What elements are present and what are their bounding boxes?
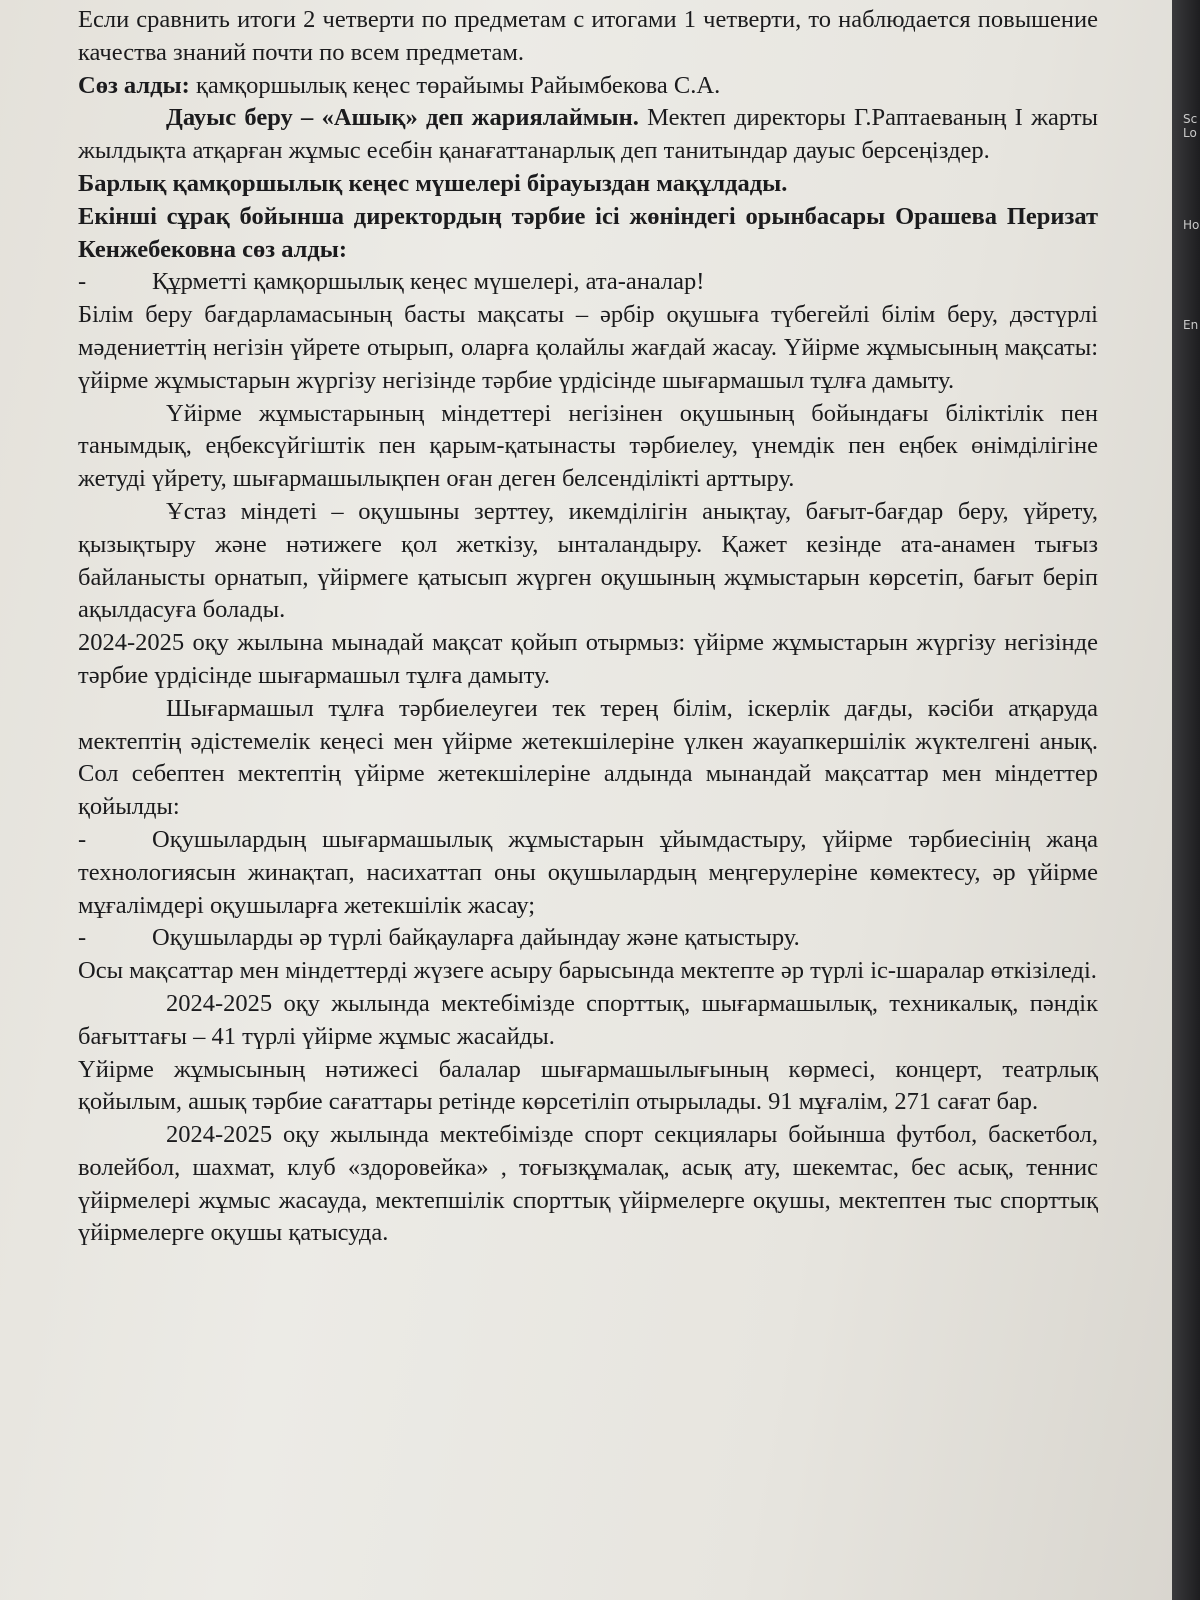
paragraph-text: Үйірме жұмысының нәтижесі балалар шығармашылығының көрмесі, концерт, театрлық қойылым, ашық тәрбие сағаттары ретінде көрсетіліп отырылады. 91 мұғалім, 271 сағат бар. [78, 1055, 1098, 1116]
bold-statement: Екінші сұрақ бойынша директордың тәрбие ісі жөніндегі орынбасары Орашева Перизат Кенжебековна сөз алды: [78, 202, 1098, 263]
paragraph-club-tasks [78, 398, 1098, 496]
paragraph-creative-person [78, 693, 1098, 824]
paragraph-approval [78, 168, 1098, 201]
paragraph-text: қамқоршылық кеңес төрайымы Райымбекова С.А. [189, 71, 721, 99]
paragraph-text: Оқушылардың шығармашылық жұмыстарын ұйымдастыру, үйірме тәрбиесінің жаңа технологиясын жинақтап, насихаттап оны оқушылардың меңгерулеріне көмектесу, әр үйірме мұғалімдері оқушыларға жетекшілік жасау; [78, 825, 1098, 919]
paragraph-text: Ұстаз міндеті – оқушыны зерттеу, икемділігін анықтау, бағыт-бағдар беру, үйрету, қызықтыру және нәтижеге қол жеткізу, ынталандыру. Қажет кезінде ата-анамен тығыз байланысты орнатып, үйірмеге қатысып жүрген оқушының жұмыстарын көрсетіп, бағыт беріп ақылдасуға болады. [78, 497, 1098, 624]
paragraph-text: Білім беру бағдарламасының басты мақсаты – әрбір оқушыға түбегейлі білім беру, дәстүрлі мәдениеттің негізін үйрете отырып, оларға қолайлы жағдай жасау. Үйірме жұмысының мақсаты: үйірме жұмыстарын жүргізу негізінде тәрбие үрдісінде шығармашыл тұлға дамыту. [78, 301, 1098, 394]
dash-marker: - [78, 924, 87, 952]
list-item-contests [78, 922, 1098, 955]
list-item-organize [78, 824, 1098, 922]
paragraph-text: 2024-2025 оқу жылына мынадай мақсат қойып отырмыз: үйірме жұмыстарын жүргізу негізінде тәрбие үрдісінде шығармашыл тұлға дамыту. [78, 629, 1098, 689]
paragraph-speaker [78, 70, 1098, 103]
paragraph-text: Шығармашыл тұлға тәрбиелеугеи тек терең білім, іскерлік дағды, кәсіби атқаруда мектептің әдістемелік кеңесі мен үйірме жетекшілеріне үлкен жауапкершілік жүктелгені анық. Сол себептен мектептің үйірме жетекшілеріне алдында мынандай мақсаттар мен міндеттер қойылды: [78, 694, 1098, 821]
paragraph-comparison [78, 4, 1098, 70]
dash-marker: - [78, 825, 87, 853]
screen-fragment: En [1183, 318, 1199, 332]
dash-marker: - [78, 268, 87, 296]
paragraph-text: 2024-2025 оқу жылында мектебімізде спорттық, шығармашылық, техникалық, пәндік бағыттағы – 41 түрлі үйірме жұмыс жасайды. [78, 989, 1098, 1050]
paragraph-text: Үйірме жұмыстарының міндеттері негізінен оқушының бойындағы біліктілік пен танымдық, еңбексүйгіштік пен қарым-қатынасты тәрбиелеу, үнемдік пен еңбек өнімділігіне жетуді үйрету, шығармашылықпен оған деген белсенділікті арттыру. [78, 399, 1098, 493]
paragraph-text: 2024-2025 оқу жылында мектебімізде спорт секциялары бойынша футбол, баскетбол, волейбол, шахмат, клуб «здоровейка» , тоғызқұмалақ, асық ату, шекемтас, бес асық, теннис үйірмелері жұмыс жасауда, мектепшілік спорттық үйірмелерге оқушы, мектептен тыс спорттық үйірмелерге оқушы қатысуда. [78, 1121, 1098, 1247]
paragraph-second-question [78, 201, 1098, 267]
document-body [78, 4, 1098, 1250]
paragraph-text: Если сравнить итоги 2 четверти по предметам с итогами 1 четверти, то наблюдается повышение качества знаний почти по всем предметам. [78, 6, 1098, 66]
paragraph-sports [78, 1119, 1098, 1250]
paragraph-greeting [78, 266, 1098, 299]
paragraph-teacher-duty [78, 496, 1098, 627]
bold-label: Сөз алды: [78, 71, 190, 99]
bold-statement: Барлық қамқоршылық кеңес мүшелері бірауыздан мақұлдады. [78, 169, 788, 197]
paragraph-text: Осы мақсаттар мен міндеттерді жүзеге асыру барысында мектепте әр түрлі іс-шаралар өткізіледі. [78, 957, 1097, 985]
bold-label: Дауыс беру – «Ашық» деп жариялаймын. [166, 104, 639, 132]
paragraph-clubs-count [78, 988, 1098, 1054]
screen-fragment: Ho [1183, 218, 1200, 232]
screen-fragment: Sc [1183, 112, 1198, 126]
paragraph-year-goal [78, 627, 1098, 693]
paragraph-text: Мектеп директоры Г.Раптаеваның I жарты жылдықта атқарған жұмыс есебін қанағаттанарлық деп танитындар дауыс берсеңіздер. [78, 104, 1098, 165]
paragraph-events [78, 955, 1098, 988]
paragraph-text: Оқушыларды әр түрлі байқауларға дайындау және қатыстыру. [152, 924, 800, 952]
background-screen-edge [1172, 0, 1200, 1600]
paragraph-text: Құрметті қамқоршылық кеңес мүшелері, ата-аналар! [152, 268, 705, 296]
paragraph-results [78, 1054, 1098, 1120]
paragraph-program-goal [78, 299, 1098, 397]
screen-fragment: Lo [1183, 126, 1197, 140]
paragraph-vote [78, 102, 1098, 168]
